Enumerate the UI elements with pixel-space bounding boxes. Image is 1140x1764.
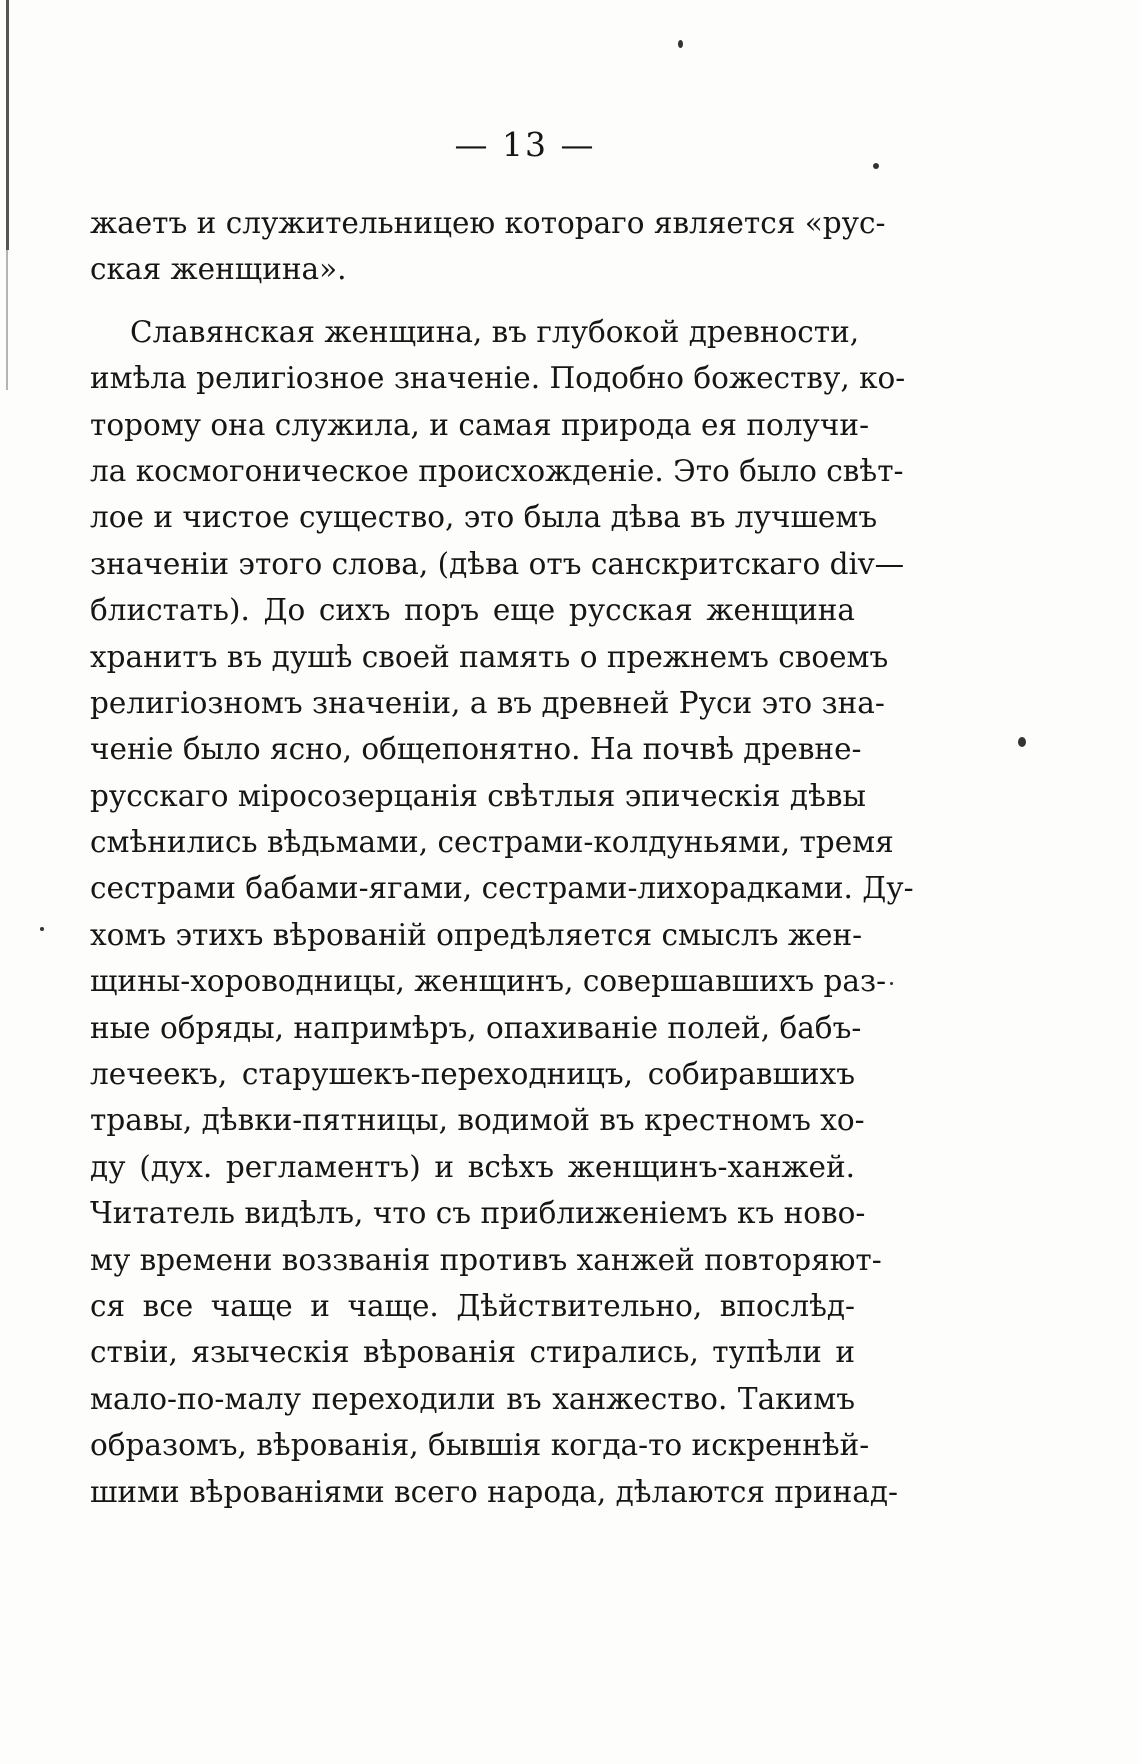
text-line: смѣнились вѣдьмами, сестрами-колдуньями, тремя	[90, 825, 894, 860]
page-edge-shadow-lower	[6, 250, 8, 390]
text-line: травы, дѣвки-пятницы, водимой въ крестномъ хо-	[90, 1103, 865, 1138]
text-line: имѣла религіозное значеніе. Подобно божеству, ко-	[90, 361, 906, 396]
text-line: ду (дух. регламентъ) и всѣхъ женщинъ-ханжей.	[90, 1149, 855, 1184]
scan-speck	[678, 40, 683, 48]
text-line: жаетъ и служительницею котораго является «рус-	[90, 206, 886, 240]
scan-speck	[873, 163, 879, 169]
text-line: Славянская женщина, въ глубокой древности,	[130, 314, 860, 349]
text-line: му времени воззванія противъ ханжей повторяют-	[90, 1242, 882, 1277]
text-line: ствіи, языческія вѣрованія стирались, тупѣли и	[90, 1335, 855, 1370]
scan-speck	[40, 927, 44, 931]
text-line: лечеекъ, старушекъ-переходницъ, собиравшихъ	[90, 1057, 855, 1092]
text-line: хомъ этихъ вѣрованій опредѣляется смыслъ жен-	[90, 917, 863, 952]
text-line: блистать). До сихъ поръ еще русская женщина	[90, 593, 855, 628]
body-text	[90, 200, 914, 1515]
text-line: шими вѣрованіями всего народа, дѣлаются принад-	[90, 1474, 898, 1509]
text-line: образомъ, вѣрованія, бывшія когда-то искреннѣй-	[90, 1428, 870, 1463]
text-line: мало-по-малу переходили въ ханжество. Такимъ	[90, 1381, 855, 1416]
text-line: ла космогоническое происхожденіе. Это было свѣт-	[90, 453, 904, 488]
text-line: торому она служила, и самая природа ея получи-	[90, 407, 870, 442]
text-line: хранитъ въ душѣ своей память о прежнемъ своемъ	[90, 639, 889, 674]
text-line: ся все чаще и чаще. Дѣйствительно, впослѣд-	[90, 1288, 855, 1323]
scan-speck	[890, 982, 893, 985]
text-line: ные обряды, напримѣръ, опахиваніе полей, бабъ-	[90, 1010, 862, 1045]
text-line: щины-хороводницы, женщинъ, совершавшихъ раз-	[90, 964, 887, 999]
text-line: религіозномъ значеніи, а въ древней Руси это зна-	[90, 685, 885, 720]
text-line: ская женщина».	[90, 252, 347, 287]
text-line: сестрами бабами-ягами, сестрами-лихорадками. Ду-	[90, 871, 914, 906]
text-line: русскаго міросозерцанія свѣтлыя эпическія дѣвы	[90, 778, 866, 813]
scan-speck	[1018, 737, 1026, 747]
text-line: лое и чистое существо, это была дѣва въ лучшемъ	[90, 500, 878, 535]
text-line: ченіе было ясно, общепонятно. На почвѣ древне-	[90, 732, 862, 767]
text-line: Читатель видѣлъ, что съ приближеніемъ къ ново-	[90, 1196, 866, 1231]
text-line: значеніи этого слова, (дѣва отъ санскритскаго div—	[90, 546, 905, 581]
page-number: — 13 —	[454, 125, 596, 164]
